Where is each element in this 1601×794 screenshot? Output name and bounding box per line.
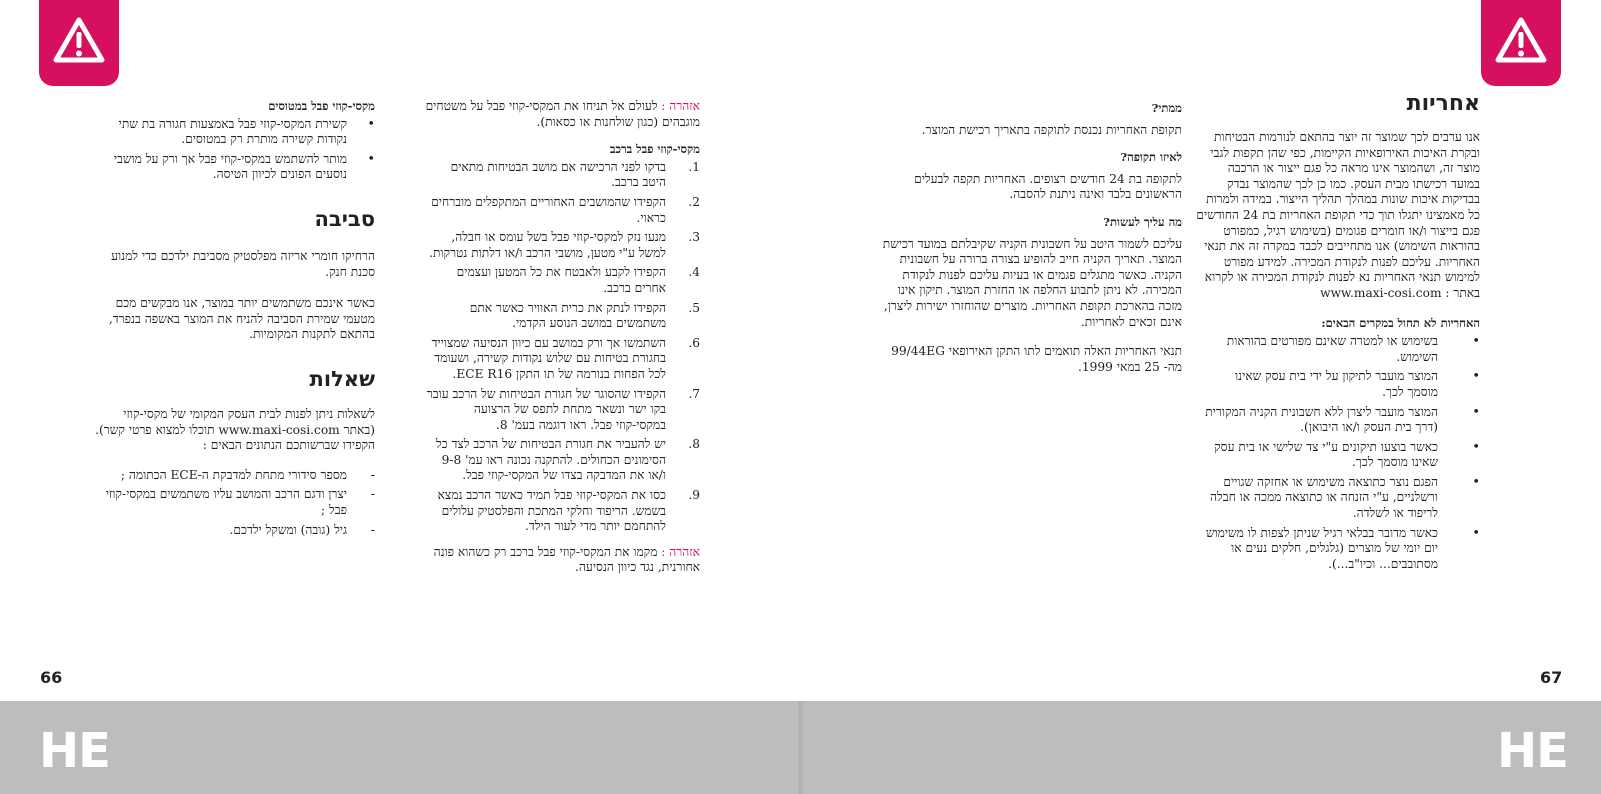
exclusions-heading: האחריות לא תחול במקרים הבאים: xyxy=(1321,315,1480,330)
warning-tab xyxy=(1481,0,1561,86)
questions-heading: שאלות xyxy=(309,366,375,391)
warning-tab xyxy=(39,0,119,86)
list-item: 7. הקפידו שהסוגר של חגורת הבטיחות של הרכב עובר בקו ישר ונשאר מתחת לתפס של הרצועה במקסי-קוזי פבל. ראו דוגמה בעמ' 8. xyxy=(426,386,700,432)
environment-heading: סביבה xyxy=(314,206,375,231)
info-column xyxy=(95,99,375,542)
car-instructions-list xyxy=(425,160,700,535)
airplane-heading: מקסי-קוזי פבל במטוסים xyxy=(268,99,375,113)
list-item: • מותר להשתמש במקסי-קוזי פבל אך ורק על מושבי נוסעים הפונים לכיוון הטיסה. xyxy=(113,151,375,182)
left-page xyxy=(0,0,800,794)
what-to-do-heading: מה עליך לעשות? xyxy=(1103,214,1182,229)
page-number: 66 xyxy=(40,668,63,687)
language-code: HE xyxy=(39,723,110,779)
warning-label: אזהרה : xyxy=(661,99,700,113)
list-item: 4. הקפידו לקבע ולאבטח את כל המטען ועצמים אחרים ברכב. xyxy=(456,265,700,295)
warning-paragraph xyxy=(425,545,700,576)
list-item: 6. השתמשו אך ורק במושב עם כיוון הנסיעה שמצוייד בחגורת בטיחות עם שלוש נקודות קשירה, ושעומד לכל הפחות בנורמה של תו התקן ECE R16. xyxy=(431,335,700,381)
what-to-do-text: עליכם לשמור היטב על חשבונית הקניה שקיבלתם במועד רכישת המוצר. תאריך הקניה חייב להופיע בצורה ברורה על חשבונית הקניה. כאשר מתגלים פגמים או בעיות עליכם לפנות לנקודת המכירה. לא ניתן לתבוע החלפה או החזרת המוצר. תיקון אינו מזכה בהארכת תקופת האחריות. מוצרים שהוחזרו ישירות ליצרן, אינם זכאים לאחריות. xyxy=(882,236,1182,329)
list-item: - גיל (גובה) ומשקל ילדכם. xyxy=(229,522,375,538)
warning-label: אזהרה : xyxy=(661,544,700,559)
warning-text: לעולם אל תניחו את המקסי-קוזי פבל על משטחים מוגבהים (כגון שולחנות או כסאות). xyxy=(425,99,700,129)
list-item: 1. בדקו לפני הרכישה אם מושב הבטיחות מתאים היטב ברכב. xyxy=(450,159,700,190)
environment-paragraph: כאשר אינכם משתמשים יותר במוצר, אנו מבקשים מכם מטעמי שמירת הסביבה להניח את המוצר באשפה בנפרד, בהתאם לתקנות המקומיות. xyxy=(108,296,375,342)
warning-triangle-icon xyxy=(1495,16,1547,64)
list-item: 5. הקפידו לנתק את כרית האוויר כאשר אתם משתמשים במושב הנוסע הקדמי. xyxy=(469,300,700,331)
warranty-details-column xyxy=(880,101,1182,381)
questions-paragraph: לשאלות ניתן לפנות לבית העסק המקומי של מקסי-קוזי (באתר www.maxi-cosi.com תוכלו למצוא פרטי קשר). הקפידו שברשותכם הנתונים הבאים : xyxy=(95,406,375,453)
questions-list xyxy=(95,468,375,538)
page-number: 67 xyxy=(1540,668,1563,687)
warning-triangle-icon xyxy=(53,16,105,64)
warning-paragraph xyxy=(425,99,700,130)
page-title: אחריות xyxy=(1406,91,1480,116)
page-spine xyxy=(798,701,803,794)
list-item: • קשירת המקסי-קוזי פבל באמצעות חגורה בת שתי נקודות קשירה מותרת רק במטוסים. xyxy=(118,116,375,147)
airplane-list xyxy=(95,117,375,183)
car-usage-column xyxy=(425,99,700,582)
list-item: • כאשר בוצעו תיקונים ע"י צד שלישי או בית עסק שאינו מוסמך לכך. xyxy=(1214,439,1480,470)
list-item: • הפגם נוצר כתוצאה משימוש או אחזקה שגויים ורשלניים, ע"י הזנחה או כתוצאה ממכה או חבלה לריפוד או לשלדה. xyxy=(1210,474,1480,521)
exclusions-list xyxy=(1195,334,1480,572)
list-item: • בשימוש או למטרה שאינם מפורטים בהוראות השימוש. xyxy=(1226,334,1480,364)
list-item: 2. הקפידו שהמושבים האחוריים המתקפלים מוברחים כראוי. xyxy=(431,194,700,225)
list-item: - מספר סידורי מתחת למדבקת ה-ECE הכתומה ; xyxy=(120,467,375,483)
from-when-heading: ממתי? xyxy=(1151,101,1182,115)
warranty-column xyxy=(1195,92,1480,576)
list-item: • המוצר מועבר ליצרן ללא חשבונית הקניה המקורית (דרך בית העסק ו/או היבואן). xyxy=(1205,404,1480,435)
language-code: HE xyxy=(1497,723,1568,779)
warning-text: מקמו את המקסי-קוזי פבל ברכב רק כשהוא פונה אחורנית, נגד כיוון הנסיעה. xyxy=(433,544,700,575)
list-item: • כאשר מדובר בבלאי רגיל שניתן לצפות לו משימוש יום יומי של מוצרים (גלגלים, חלקים נעים או מסתובבים... וכיו"ב...). xyxy=(1205,525,1480,571)
period-heading: לאיזו תקופה? xyxy=(1120,150,1182,165)
environment-paragraph: הרחיקו חומרי אריזה מפלסטיק מסביבת ילדכם כדי למנוע סכנת חנק. xyxy=(111,248,375,279)
period-text: לתקופה בת 24 חודשים רצופים. האחריות תקפה לבעלים הראשונים בלבד ואינה ניתנת להסבה. xyxy=(914,171,1182,202)
list-item: • המוצר מועבר לתיקון על ידי בית עסק שאינו מוסמך לכך. xyxy=(1235,369,1480,399)
list-item: 8. יש להעביר את חגורת הבטיחות של הרכב לצד כל הסימונים הכחולים. להתקנה נכונה ראו עמ' 9-8 ו/או את המדבקה בצדו של המקסי-קוזי פבל. xyxy=(436,437,700,483)
right-page xyxy=(800,0,1601,794)
warranty-intro: אנו ערבים לכך שמוצר זה יוצר בהתאם לנורמות הבטיחות ובקרת האיכות האירופאיות הקיימות, כפי שהן תקפות לגבי מוצר זה, ושהמוצר אינו מראה כל פגם ייצור או הרכבה במועד רכישתו מבית העסק. כמו כן לכך שהמוצר נבדק בבדיקות איכות שונות במהלך תהליך הייצור. במידה ולמרות כל מאמצינו יתגלו תוך כדי תקופת האחריות בת 24 החודשים פגם בייצור ו/או חומרים פגומים (בשימוש רגיל, כמפורט בהוראות השימוש) אנו מתחייבים לכבד במקרה זה את תנאי האחריות. עליכם לפנות לנקודת המכירה. למידע מפורט למימוש תנאי האחריות נא לפנות לנקודת המכירה או לקרוא באתר : www.maxi-cosi.com xyxy=(1196,130,1480,300)
car-heading: מקסי-קוזי פבל ברכב xyxy=(609,142,700,157)
from-when-text: תקופת האחריות נכנסת לתוקפה בתאריך רכישת המוצר. xyxy=(921,122,1182,137)
list-item: - יצרן ודגם הרכב והמושב עליו משתמשים במקסי-קוזי פבל ; xyxy=(105,487,375,517)
directive-text: תנאי האחריות האלה תואמים לתו התקן האירופאי 99/44EG מה- 25 במאי 1999. xyxy=(891,344,1182,374)
list-item: 9. כסו את המקסי-קוזי פבל תמיד כאשר הרכב נמצא בשמש. הריפוד וחלקי המתכת והפלסטיק עלולים להתחמם יותר מדי לעור הילד. xyxy=(437,488,700,534)
list-item: 3. מנעו נזק למקסי-קוזי פבל בשל עומס או חבלה, למשל ע"י מטען, מושבי הרכב ו/או דלתות נטרקות. xyxy=(429,230,700,260)
